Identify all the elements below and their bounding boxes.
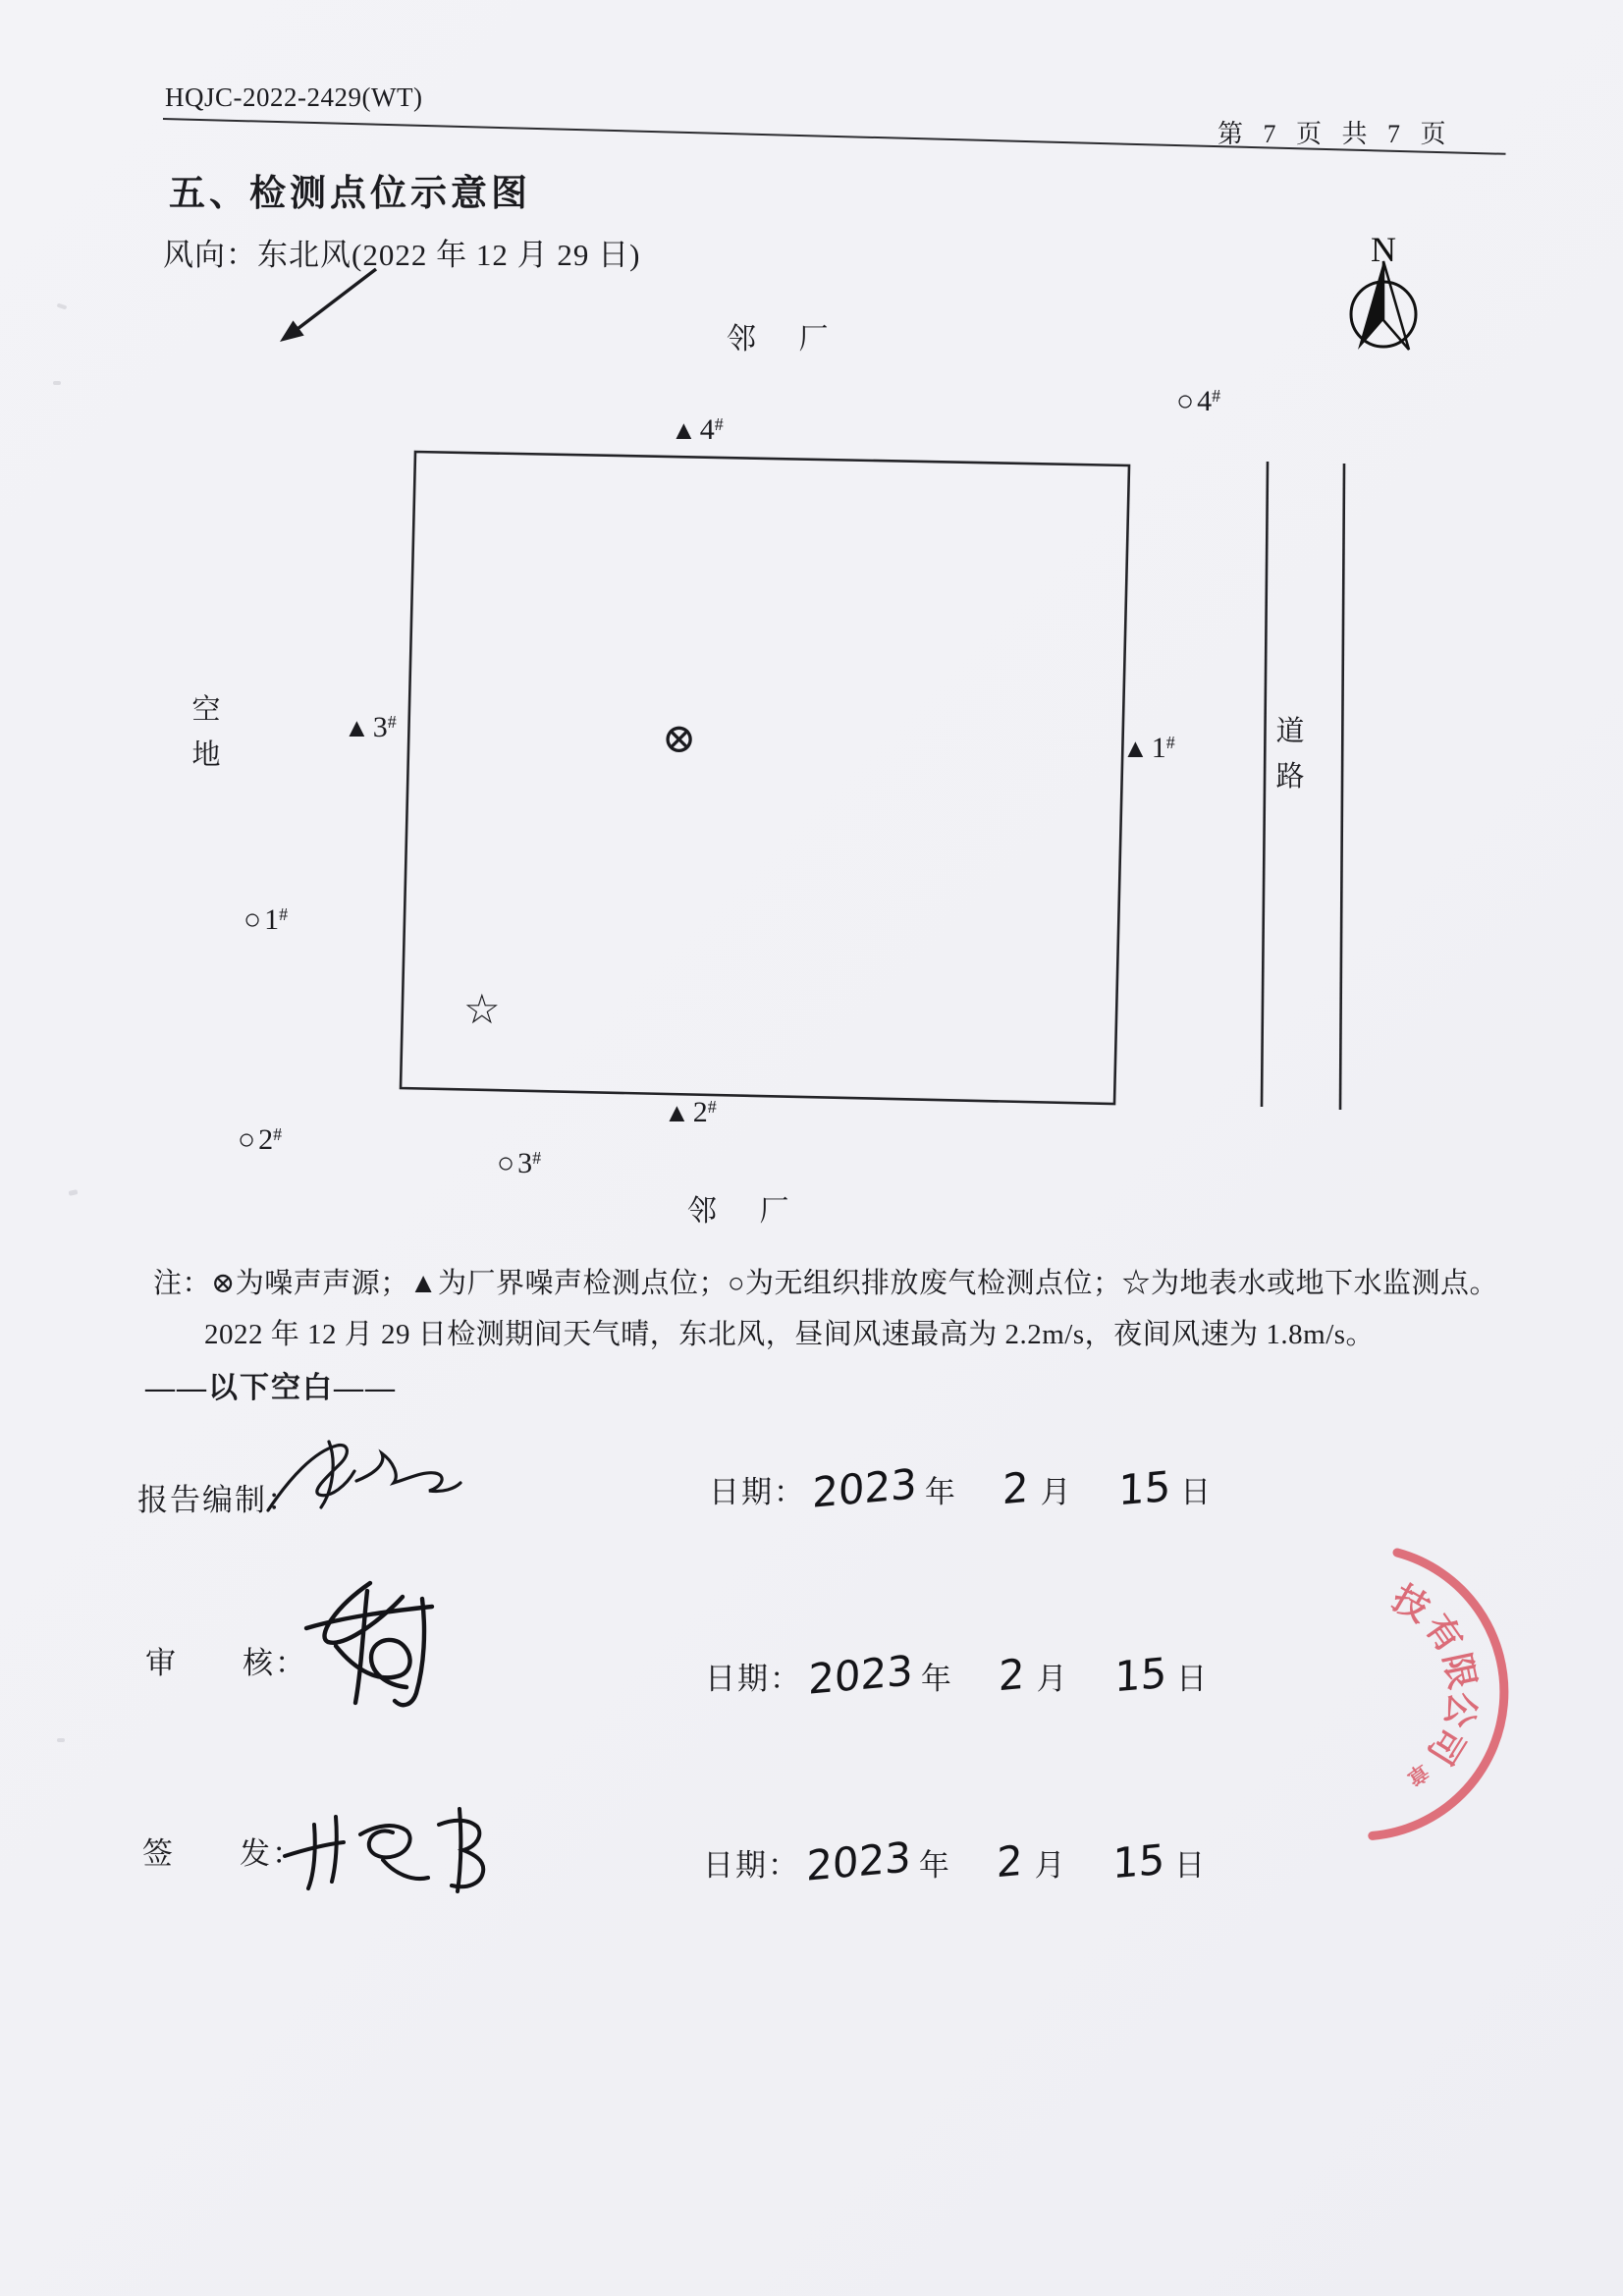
seal-char: 限 bbox=[1435, 1649, 1483, 1693]
scan-artifact bbox=[57, 1738, 65, 1742]
issuer-signature bbox=[267, 1795, 513, 1903]
date-prefix: 日期： bbox=[705, 1662, 802, 1696]
north-letter: N bbox=[1371, 230, 1396, 269]
date-prefix: 日期： bbox=[703, 1848, 800, 1883]
noise-point-2: ▲ 2# bbox=[664, 1096, 717, 1128]
road-label bbox=[1274, 709, 1306, 799]
scan-artifact bbox=[57, 303, 68, 310]
handwritten-day: 15 bbox=[1113, 1648, 1167, 1702]
section-title: 五、检测点位示意图 bbox=[169, 174, 531, 214]
page-indicator: 第 7 页 共 7 页 bbox=[1217, 120, 1453, 148]
seal-char: 技 bbox=[1385, 1577, 1436, 1630]
handwritten-day: 15 bbox=[1117, 1461, 1171, 1515]
preparer-signature bbox=[260, 1434, 466, 1527]
seal-char: 司 bbox=[1420, 1721, 1473, 1772]
empty-land-char: 空 bbox=[191, 694, 221, 726]
neighbor-factory-top-label: 邻 厂 bbox=[727, 323, 846, 355]
end-blank-marker: ——以下空白—— bbox=[145, 1372, 397, 1404]
handwritten-year: 2023 bbox=[807, 1646, 914, 1704]
month-unit: 月 bbox=[1036, 1662, 1069, 1696]
triangle-icon: ▲ bbox=[344, 713, 370, 742]
road-char: 道 bbox=[1275, 716, 1305, 747]
gas-point-2: ○ 2# bbox=[238, 1123, 283, 1156]
day-unit: 日 bbox=[1180, 1475, 1214, 1509]
circle-icon: ○ bbox=[238, 1123, 256, 1156]
wind-direction-label: 风向：东北风(2022 年 12 月 29 日) bbox=[163, 238, 641, 272]
weather-note-line2: 2022 年 12 月 29 日检测期间天气晴，东北风，昼间风速最高为 2.2m/s，夜间风速为 1.8m/s。 bbox=[204, 1319, 1376, 1350]
preparer-date bbox=[709, 1459, 1214, 1517]
issuer-date bbox=[703, 1832, 1208, 1890]
year-unit: 年 bbox=[918, 1848, 951, 1883]
road-line-left bbox=[1262, 462, 1268, 1107]
north-compass bbox=[1327, 226, 1445, 365]
handwritten-year: 2023 bbox=[805, 1832, 912, 1890]
reviewer-date bbox=[705, 1646, 1210, 1704]
issuer-label: 签 发： bbox=[142, 1836, 304, 1871]
triangle-icon: ▲ bbox=[1122, 734, 1149, 763]
empty-land-label bbox=[190, 687, 222, 778]
scan-artifact bbox=[53, 381, 61, 385]
document-code: HQJC-2022-2429(WT) bbox=[165, 82, 423, 112]
factory-boundary-rectangle bbox=[401, 452, 1129, 1104]
circle-icon: ○ bbox=[1176, 385, 1195, 417]
day-unit: 日 bbox=[1174, 1848, 1208, 1883]
legend-note-line1: 注：⊗为噪声声源；▲为厂界噪声检测点位；○为无组织排放废气检测点位；☆为地表水或地下水监测点。 bbox=[153, 1268, 1499, 1299]
month-unit: 月 bbox=[1040, 1475, 1073, 1509]
triangle-icon: ▲ bbox=[664, 1098, 690, 1127]
reviewer-label: 审 核： bbox=[145, 1646, 307, 1680]
year-unit: 年 bbox=[924, 1475, 957, 1509]
handwritten-month: 2 bbox=[1001, 1462, 1030, 1514]
seal-char: 有 bbox=[1417, 1608, 1470, 1660]
empty-land-char: 地 bbox=[191, 739, 221, 771]
circle-icon: ○ bbox=[243, 903, 262, 936]
seal-small-char: 章 bbox=[1402, 1759, 1434, 1790]
scan-artifact bbox=[69, 1189, 79, 1196]
triangle-icon: ▲ bbox=[671, 415, 697, 445]
road-line-right bbox=[1340, 464, 1344, 1110]
date-prefix: 日期： bbox=[709, 1475, 806, 1509]
gas-point-1: ○ 1# bbox=[243, 903, 289, 936]
noise-point-4: ▲ 4# bbox=[671, 413, 724, 446]
gas-point-3: ○ 3# bbox=[497, 1147, 542, 1179]
noise-source-icon: ⊗ bbox=[662, 717, 697, 762]
handwritten-month: 2 bbox=[996, 1835, 1024, 1887]
year-unit: 年 bbox=[920, 1662, 953, 1696]
handwritten-year: 2023 bbox=[811, 1459, 918, 1517]
day-unit: 日 bbox=[1176, 1662, 1210, 1696]
water-monitoring-star-icon: ☆ bbox=[463, 988, 501, 1033]
circle-icon: ○ bbox=[497, 1147, 515, 1179]
neighbor-factory-bottom-label: 邻 厂 bbox=[687, 1195, 807, 1228]
reviewer-signature bbox=[277, 1577, 463, 1715]
site-diagram-lines bbox=[98, 383, 1571, 1139]
noise-point-3: ▲ 3# bbox=[344, 711, 397, 743]
report-preparer-label: 报告编制： bbox=[137, 1483, 299, 1517]
company-seal-stamp bbox=[1217, 1528, 1623, 1891]
handwritten-month: 2 bbox=[998, 1649, 1026, 1701]
noise-point-1: ▲ 1# bbox=[1122, 732, 1175, 764]
wind-direction-arrow bbox=[250, 257, 388, 360]
gas-point-4: ○ 4# bbox=[1176, 385, 1221, 417]
handwritten-day: 15 bbox=[1111, 1834, 1165, 1888]
seal-char: 公 bbox=[1437, 1688, 1484, 1731]
road-char: 路 bbox=[1275, 761, 1305, 793]
month-unit: 月 bbox=[1034, 1848, 1067, 1883]
